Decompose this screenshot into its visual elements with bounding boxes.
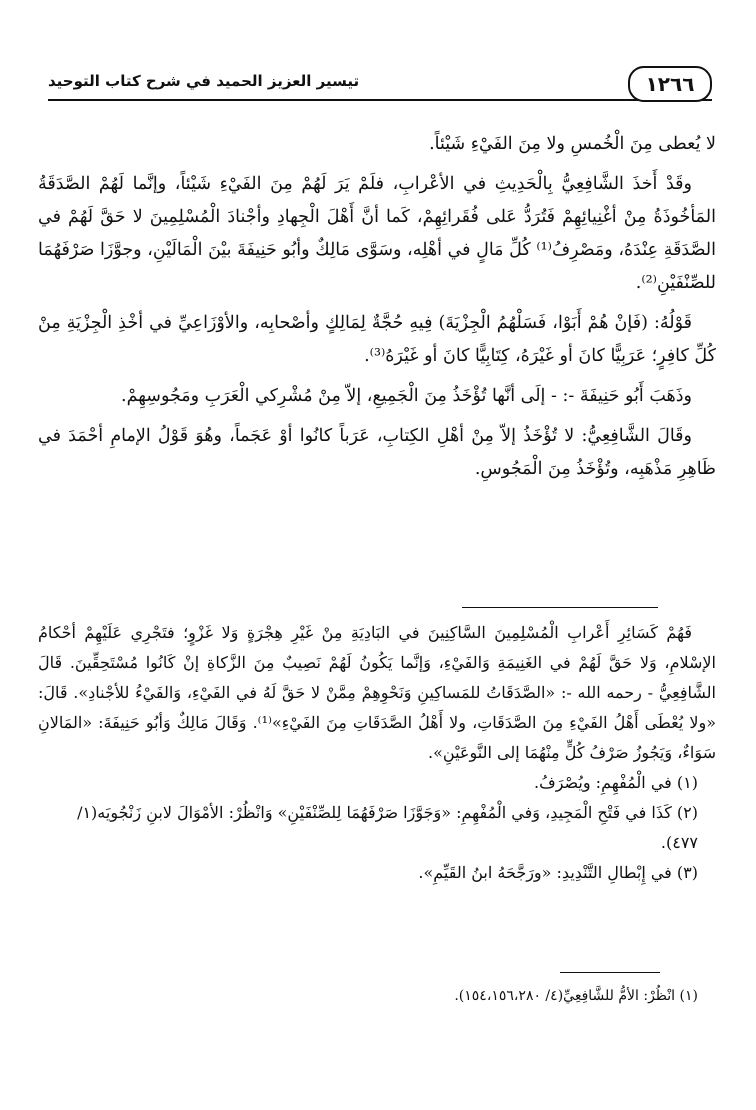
running-title: تيسير العزيز الحميد في شرح كتاب التوحيد	[48, 72, 360, 90]
page-number: ١٢٦٦	[628, 66, 712, 102]
main-paragraph: وذَهَبَ أَبُو حَنِيفَةَ -: - إلَى أنَّها تُؤْخَذُ مِنَ الْجَمِيعِ، إلاّ مِنْ مُشْرِكي الْعَرَبِ ومَجُوسِهِمْ.	[121, 386, 692, 406]
footnote-continuation: فَهُمْ كَسَائِرِ أَعْرابِ الْمُسْلِمِينَ السَّاكِنِينَ في البَادِيَةِ مِنْ غَيْرِ هِجْرَةٍ وَلا غَزْوٍ؛ فتَجْرِي عَلَيْهِمْ أحْكامُ الإسْلامِ، وَلا حَقَّ لَهُمْ في الغَنِيمَةِ وَالفَيْءِ، وَإنَّما يَكُونُ لَهُمْ نَصِيبٌ مِنَ الزَّكاةِ إنْ كَانُوا مُسْتَحِقِّينَ. قَالَ الشَّافِعِيُّ - رحمه الله -: «الصَّدَقَاتُ للمَساكِينِ وَنَحْوِهِمْ مِمَّنْ لا حَقَّ لَهُ في الفَيْءِ، وَالفَيْءُ للأجْنادِ». قَالَ: «ولا يُعْطَى أَهْلُ الفَيْءِ مِنَ الصَّدَقَاتِ، ولا أَهْلُ الصَّدَقَاتِ مِنَ الفَيْءِ»⁽¹⁾. وَقَالَ مَالِكٌ وَأبُو حَنِيفَةَ: «المَالانِ سَوَاءٌ، وَيَجُوزُ صَرْفُ كُلٍّ مِنْهُمَا إلى النَّوعَيْنِ».	[38, 623, 716, 762]
main-text	[38, 128, 716, 493]
footnote-2: (٢) كَذَا في فَتْحِ الْمَجِيدِ، وَفي الْمُفْهِمِ: «وَجَوَّزَا صَرْفَهُمَا لِلصِّنْفَيْنِ» وَانْظُرْ: الأمْوَالَ لابنِ زَنْجُويَه(١/ ٤٧٧).	[77, 803, 698, 852]
main-paragraph: وقَدْ أَخذَ الشَّافِعِيُّ بِالْحَدِيثِ في الأعْرابِ، فلَمْ يَرَ لَهُمْ مِنَ الفَيْءِ شَيْئاً، وإنَّما لَهُمْ الصَّدَقَةُ المَأخُوذَةُ مِنْ أغْنِيائِهِمْ فَتُرَدُّ عَلى فُقَرائِهِمْ، كَما أنَّ أَهْلَ الْجِهادِ وأجْنادَ الْمُسْلِمِينَ لا حَقَّ لَهُمْ في الصَّدَقَةِ عِنْدَهُ، ومَصْرِفُ⁽¹⁾ كُلِّ مَالٍ في أهْلِه، وسَوَّى مَالِكٌ وأبُو حَنِيفَةَ بيْنَ الْمَالَيْنِ، وجوَّزَا صَرْفَهُمَا للصِّنْفَيْنِ⁽²⁾.	[38, 174, 716, 293]
footnote-separator	[462, 607, 658, 608]
main-paragraph: قَوْلُهُ: (فَإنْ هُمْ أَبَوْا، فَسَلْهُمُ الْجِزْيَةَ) فِيهِ حُجَّةٌ لِمَالِكٍ وأصْحابِه، والأوْزَاعِيِّ في أخْذِ الْجِزْيَةِ مِنْ كُلِّ كافِرٍ؛ عَرَبِيًّا كانَ أو غَيْرَهُ، كِتَابِيًّا كانَ أو غَيْرَهُ⁽³⁾.	[38, 313, 716, 366]
footnote-1: (١) في الْمُفْهِمِ: ويُصْرَفُ.	[534, 773, 698, 792]
sub-footnote-separator	[560, 972, 660, 973]
main-paragraph: وقَالَ الشَّافِعِيُّ: لا تُؤْخَذُ إلاّ مِنْ أهْلِ الكِتابِ، عَرَباً كانُوا أوْ عَجَماً، وهُوَ قَوْلُ الإمامِ أحْمَدَ في ظَاهِرِ مَذْهَبِه، وتُؤْخَذُ مِنَ الْمَجُوسِ.	[38, 426, 716, 479]
footnotes-section	[38, 618, 716, 888]
footnote-3: (٣) في إِبْطالِ التَّنْدِيدِ: «ورَجَّحَهُ ابنُ القَيِّمِ».	[418, 863, 698, 882]
main-paragraph: لا يُعطى مِنَ الْخُمسِ ولا مِنَ الفَيْءِ شَيْئاً.	[429, 134, 716, 154]
sub-footnote: (١) انْظُرْ: الأمُّ للشَّافِعِيِّ(٤/ ١٥٤،١٥٦،٢٨٠).	[454, 988, 698, 1004]
header-rule	[48, 99, 712, 101]
page-header	[48, 66, 712, 106]
